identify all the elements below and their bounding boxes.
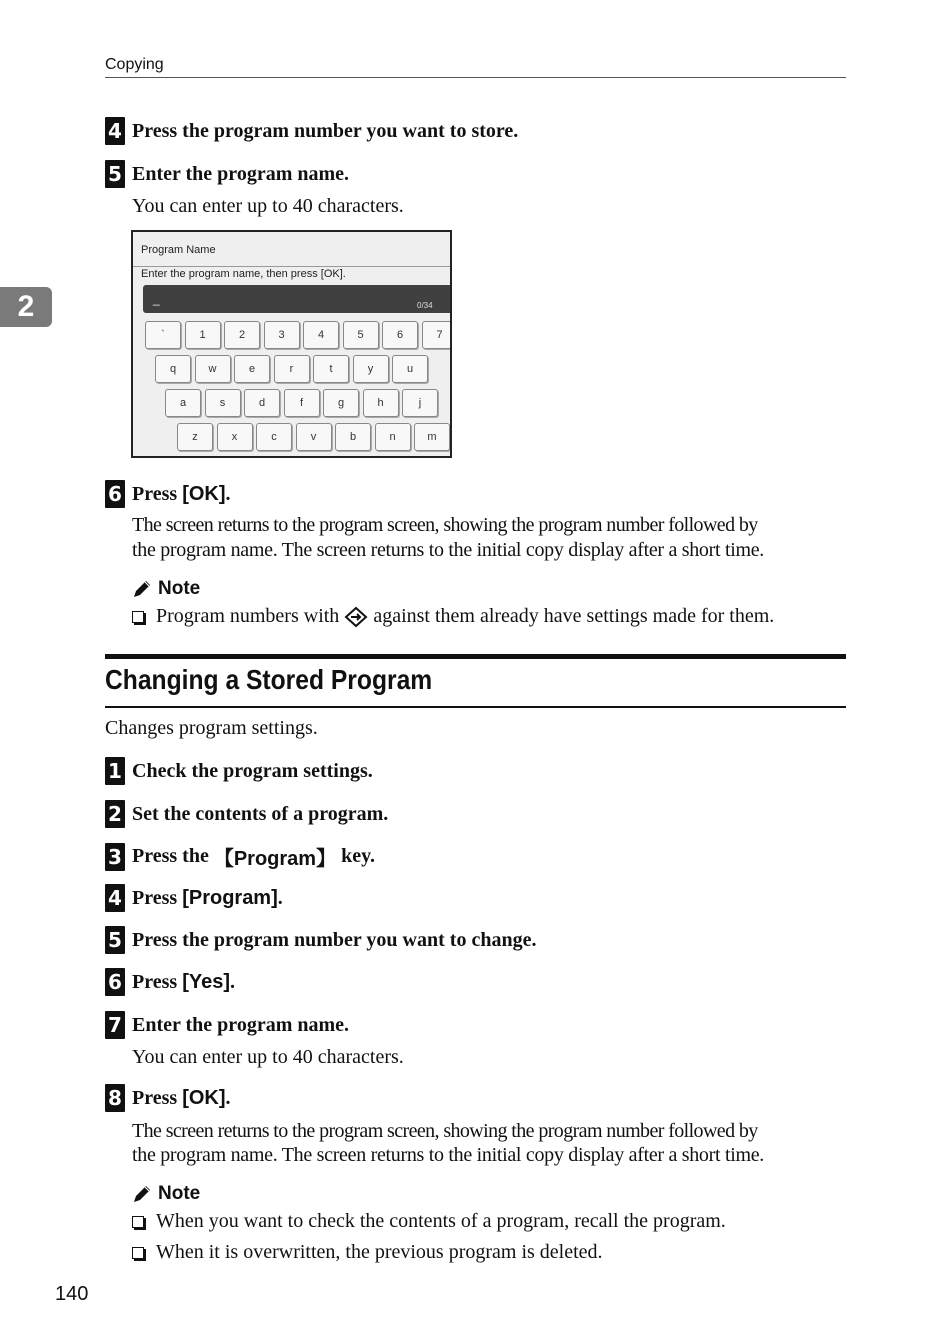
step-number: 7 — [105, 1011, 125, 1039]
note-item-text: When it is overwritten, the previous program is deleted. — [156, 1241, 603, 1263]
step-text: Check the program settings. — [132, 759, 373, 782]
step-text: Press the program number you want to change. — [132, 928, 537, 951]
step-text-prefix: Press — [132, 886, 183, 909]
step-number: 4 — [105, 884, 125, 912]
step-change-6 — [105, 968, 235, 996]
input-cursor: _ — [153, 292, 160, 306]
step-text-prefix: Press — [132, 1086, 183, 1109]
section-rule-top — [105, 654, 846, 659]
step-text: Enter the program name. — [132, 162, 350, 185]
note-heading — [132, 578, 200, 600]
key-b[interactable]: b — [335, 423, 371, 451]
key-m[interactable]: m — [414, 423, 450, 451]
key-n[interactable]: n — [375, 423, 411, 451]
character-counter: 0/34 — [417, 301, 433, 310]
step-8-body-line-1: The screen returns to the program screen, showing the program number followed by — [132, 1120, 758, 1142]
page-number: 140 — [55, 1283, 89, 1305]
key-5[interactable]: 5 — [343, 321, 379, 349]
key-backtick[interactable]: ` — [145, 321, 181, 349]
key-d[interactable]: d — [244, 389, 280, 417]
key-v[interactable]: v — [296, 423, 332, 451]
key-w[interactable]: w — [195, 355, 231, 383]
ok-key-label: [OK] — [182, 1086, 226, 1109]
step-number: 5 — [105, 926, 125, 954]
key-6[interactable]: 6 — [382, 321, 418, 349]
note-item-text-after: against them already have settings made for them. — [373, 605, 775, 627]
step-text-suffix: . — [225, 1086, 231, 1109]
yes-button-label: [Yes] — [182, 970, 230, 993]
key-g[interactable]: g — [323, 389, 359, 417]
step-change-2 — [105, 800, 388, 828]
key-q[interactable]: q — [155, 355, 191, 383]
step-text-suffix: . — [225, 482, 231, 505]
step-6-body-line-2: the program name. The screen returns to the initial copy display after a short time. — [132, 539, 764, 561]
step-text-suffix: key. — [336, 845, 375, 867]
step-number: 5 — [105, 160, 125, 188]
step-store-5 — [105, 160, 349, 188]
key-f[interactable]: f — [284, 389, 320, 417]
note-item-text: When you want to check the contents of a program, recall the program. — [156, 1210, 726, 1232]
step-number: 3 — [105, 843, 125, 871]
screen-divider — [133, 266, 452, 267]
note-heading-text: Note — [158, 1183, 201, 1204]
step-change-7 — [105, 1011, 349, 1039]
key-x[interactable]: x — [217, 423, 253, 451]
key-u[interactable]: u — [392, 355, 428, 383]
step-store-6 — [105, 480, 231, 508]
step-text: Set the contents of a program. — [132, 802, 389, 825]
note-heading-text: Note — [158, 578, 201, 599]
program-key-label: 【Program】 — [213, 848, 337, 870]
key-1[interactable]: 1 — [185, 321, 221, 349]
screen-title: Program Name — [141, 244, 216, 256]
note-item — [132, 1241, 603, 1264]
step-text: Enter the program name. — [132, 1013, 350, 1036]
step-number: 8 — [105, 1084, 125, 1112]
key-z[interactable]: z — [177, 423, 213, 451]
section-intro: Changes program settings. — [105, 717, 318, 739]
note-item — [132, 605, 774, 628]
section-title: Changing a Stored Program — [105, 664, 433, 695]
step-text-prefix: Press — [132, 970, 183, 993]
note-item — [132, 1210, 726, 1233]
note-heading — [132, 1183, 200, 1205]
step-5-body: You can enter up to 40 characters. — [132, 195, 404, 217]
key-r[interactable]: r — [274, 355, 310, 383]
key-4[interactable]: 4 — [303, 321, 339, 349]
checkbox-bullet-icon — [132, 611, 144, 623]
step-8-body-line-2: the program name. The screen returns to the initial copy display after a short time. — [132, 1144, 764, 1166]
key-7[interactable]: 7 — [422, 321, 453, 349]
step-text-prefix: Press — [132, 482, 183, 505]
key-2[interactable]: 2 — [224, 321, 260, 349]
step-change-5 — [105, 926, 536, 954]
key-t[interactable]: t — [313, 355, 349, 383]
program-name-screen — [131, 230, 452, 458]
key-s[interactable]: s — [205, 389, 241, 417]
step-text: Press the program number you want to store. — [132, 119, 519, 142]
screen-instruction: Enter the program name, then press [OK]. — [141, 268, 346, 280]
program-button-label: [Program] — [182, 886, 278, 909]
key-3[interactable]: 3 — [264, 321, 300, 349]
step-7-body: You can enter up to 40 characters. — [132, 1046, 404, 1068]
step-store-4 — [105, 117, 518, 145]
program-name-input[interactable] — [143, 285, 452, 313]
step-6-body-line-1: The screen returns to the program screen, showing the program number followed by — [132, 514, 758, 536]
step-text-suffix: . — [277, 886, 283, 909]
section-rule-bottom — [105, 706, 846, 708]
note-item-text-before: Program numbers with — [156, 605, 340, 627]
header-rule — [105, 77, 846, 78]
chapter-tab: 2 — [0, 287, 52, 327]
step-number: 1 — [105, 757, 125, 785]
stored-program-diamond-icon — [343, 606, 369, 628]
pencil-icon — [132, 579, 152, 599]
step-change-8 — [105, 1084, 231, 1112]
key-a[interactable]: a — [165, 389, 201, 417]
step-number: 6 — [105, 968, 125, 996]
checkbox-bullet-icon — [132, 1247, 144, 1259]
step-change-3 — [105, 842, 375, 871]
checkbox-bullet-icon — [132, 1216, 144, 1228]
step-number: 6 — [105, 480, 125, 508]
step-change-4 — [105, 884, 283, 912]
step-change-1 — [105, 757, 373, 785]
key-c[interactable]: c — [256, 423, 292, 451]
key-h[interactable]: h — [363, 389, 399, 417]
key-y[interactable]: y — [353, 355, 389, 383]
key-j[interactable]: j — [402, 389, 438, 417]
step-text-prefix: Press the — [132, 845, 214, 867]
pencil-icon — [132, 1184, 152, 1204]
step-number: 4 — [105, 117, 125, 145]
ok-key-label: [OK] — [182, 482, 226, 505]
step-number: 2 — [105, 800, 125, 828]
running-header: Copying — [105, 56, 164, 73]
key-e[interactable]: e — [234, 355, 270, 383]
step-text-suffix: . — [230, 970, 235, 993]
